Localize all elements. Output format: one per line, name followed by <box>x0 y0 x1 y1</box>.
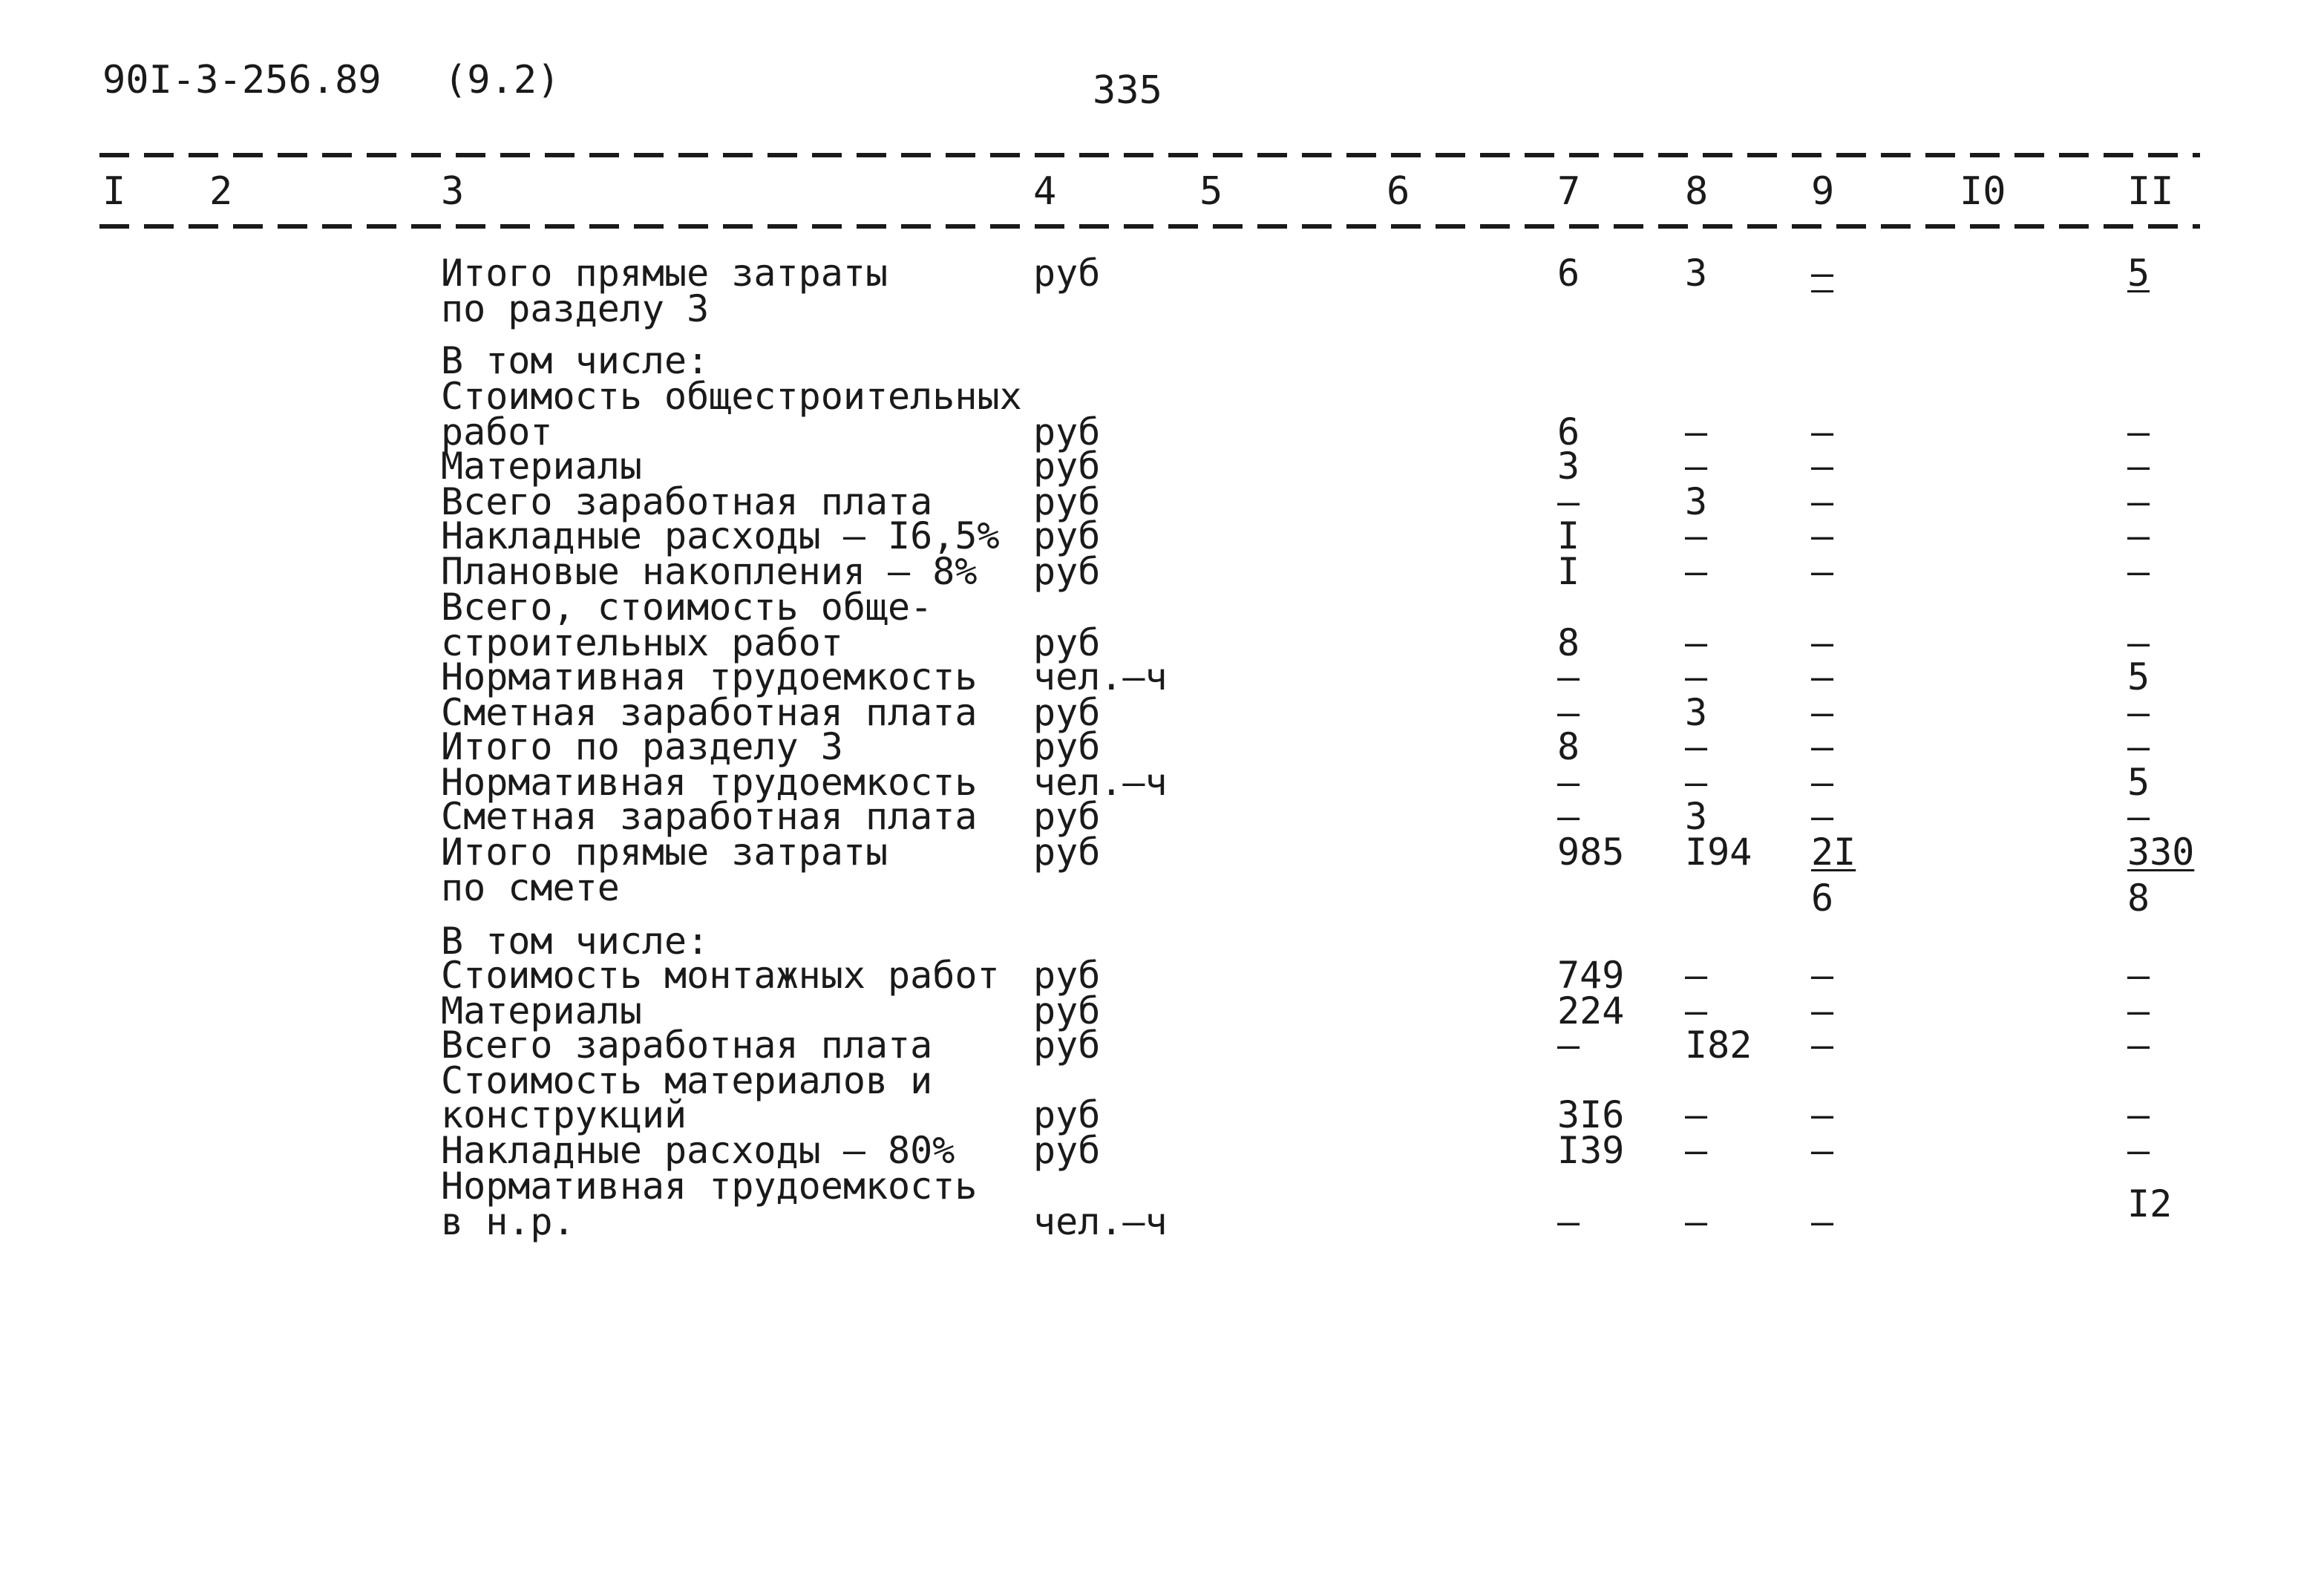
cell-col9: – <box>1811 989 1834 1032</box>
cell-col7: 3I6 <box>1557 1093 1625 1136</box>
row-label: Итого прямые затраты <box>441 831 888 874</box>
row-label: Всего заработная плата <box>441 480 933 523</box>
table-row <box>0 514 2324 557</box>
row-label: по разделу 3 <box>441 287 710 330</box>
cell-col11: – <box>2127 725 2150 768</box>
header-rule-top <box>99 153 2200 157</box>
cell-col7: – <box>1557 691 1580 734</box>
row-unit: руб <box>1033 550 1101 593</box>
table-row <box>0 445 2324 488</box>
cell-col7: 224 <box>1557 989 1625 1032</box>
cell-col8: – <box>1685 621 1708 664</box>
cell-col8: – <box>1685 725 1708 768</box>
cell-col8: – <box>1685 954 1708 997</box>
cell-col8: – <box>1685 1200 1708 1243</box>
row-unit: руб <box>1033 252 1101 295</box>
cell-col11: – <box>2127 410 2150 454</box>
cell-col9: – <box>1811 252 1834 295</box>
cell-col8: – <box>1685 1093 1708 1136</box>
column-number: 5 <box>1199 169 1223 214</box>
table-row <box>0 920 2324 963</box>
cell-col9: – <box>1811 1200 1834 1243</box>
row-unit: руб <box>1033 795 1101 838</box>
row-unit: руб <box>1033 691 1101 734</box>
cell-col7: – <box>1557 761 1580 804</box>
cell-col9: – <box>1811 795 1834 838</box>
row-label: В том числе: <box>441 339 710 382</box>
cell-col11: – <box>2127 989 2150 1032</box>
row-unit: чел.–ч <box>1033 1200 1168 1243</box>
table-row <box>0 655 2324 698</box>
row-label: Всего заработная плата <box>441 1024 933 1067</box>
cell-col11: – <box>2127 691 2150 734</box>
cell-col7: I <box>1557 514 1580 557</box>
row-unit: руб <box>1033 621 1101 664</box>
column-number: 8 <box>1685 169 1709 214</box>
cell-col8: – <box>1685 989 1708 1032</box>
table-row <box>0 954 2324 997</box>
cell-col7: 8 <box>1557 621 1580 664</box>
cell-col8: – <box>1685 550 1708 593</box>
table-row <box>0 831 2324 874</box>
cell-col9: – <box>1811 1093 1834 1136</box>
cell-col8: I82 <box>1685 1024 1752 1067</box>
cell-col9: 6 <box>1811 877 1834 920</box>
cell-col8: – <box>1685 1129 1708 1172</box>
cell-col11: 5 <box>2127 761 2150 804</box>
cell-col7: 3 <box>1557 445 1580 488</box>
row-unit: руб <box>1033 1093 1101 1136</box>
cell-col11: – <box>2127 954 2150 997</box>
cell-col11: 330 <box>2127 831 2195 874</box>
cell-col7: I <box>1557 550 1580 593</box>
cell-col9: – <box>1811 954 1834 997</box>
cell-col8: – <box>1685 514 1708 557</box>
table-row <box>0 550 2324 593</box>
row-unit: руб <box>1033 514 1101 557</box>
table-row <box>0 480 2324 523</box>
cell-col8: – <box>1685 410 1708 454</box>
row-label: Материалы <box>441 445 642 488</box>
cell-col9: – <box>1811 1024 1834 1067</box>
cell-col7: 8 <box>1557 725 1580 768</box>
table-row <box>0 1129 2324 1172</box>
row-label: Итого прямые затраты <box>441 252 888 295</box>
cell-col9: – <box>1811 410 1834 454</box>
column-number: 7 <box>1557 169 1581 214</box>
cell-col11: – <box>2127 514 2150 557</box>
row-unit: руб <box>1033 954 1101 997</box>
row-unit: руб <box>1033 831 1101 874</box>
cell-col8: 3 <box>1685 691 1708 734</box>
page-number: 335 <box>1093 68 1162 113</box>
cell-col9: – <box>1811 761 1834 804</box>
row-label: Материалы <box>441 989 642 1032</box>
table-row <box>0 1024 2324 1067</box>
table-row <box>0 1165 2324 1208</box>
row-label: Стоимость общестроительных <box>441 375 1022 418</box>
cell-col11: – <box>2127 621 2150 664</box>
cell-col9: – <box>1811 691 1834 734</box>
column-number: 4 <box>1033 169 1057 214</box>
row-label: по смете <box>441 866 620 909</box>
cell-col7: – <box>1557 1024 1580 1067</box>
row-unit: руб <box>1033 725 1101 768</box>
column-number: 9 <box>1811 169 1835 214</box>
table-row <box>0 725 2324 768</box>
table-row <box>0 1059 2324 1102</box>
cell-col8: I94 <box>1685 831 1752 874</box>
cell-col7: 985 <box>1557 831 1625 874</box>
column-number: I <box>102 169 126 214</box>
cell-col7: 6 <box>1557 252 1580 295</box>
cell-col7: I39 <box>1557 1129 1625 1172</box>
cell-col7: – <box>1557 655 1580 698</box>
row-label: Плановые накопления – 8% <box>441 550 978 593</box>
cell-col11: 5 <box>2127 655 2150 698</box>
column-number: I0 <box>1960 169 2006 214</box>
table-row <box>0 761 2324 804</box>
row-unit: чел.–ч <box>1033 761 1168 804</box>
table-row <box>0 691 2324 734</box>
cell-col11: 5 <box>2127 252 2150 295</box>
table-row <box>0 252 2324 295</box>
cell-col9: – <box>1811 655 1834 698</box>
table-row <box>0 1093 2324 1136</box>
row-unit: руб <box>1033 410 1101 454</box>
cell-col9: 2I <box>1811 831 1856 874</box>
row-unit: руб <box>1033 480 1101 523</box>
cell-col8: 3 <box>1685 480 1708 523</box>
row-label: Сметная заработная плата <box>441 795 978 838</box>
row-label: Стоимость монтажных работ <box>441 954 1000 997</box>
cell-col7: 749 <box>1557 954 1625 997</box>
cell-col8: 3 <box>1685 795 1708 838</box>
cell-col11: – <box>2127 795 2150 838</box>
row-label: Сметная заработная плата <box>441 691 978 734</box>
cell-col11: – <box>2127 1129 2150 1172</box>
row-label: строительных работ <box>441 621 843 664</box>
row-unit: чел.–ч <box>1033 655 1168 698</box>
table-row <box>0 586 2324 629</box>
row-unit: руб <box>1033 989 1101 1032</box>
cell-col11: – <box>2127 480 2150 523</box>
row-label: Стоимость материалов и <box>441 1059 933 1102</box>
cell-col9: – <box>1811 480 1834 523</box>
cell-col8: – <box>1685 655 1708 698</box>
table-row <box>0 375 2324 418</box>
row-label: Накладные расходы – I6,5% <box>441 514 1000 557</box>
document-code: 90I-3-256.89 <box>102 58 382 102</box>
cell-col9: – <box>1811 514 1834 557</box>
cell-col9: – <box>1811 445 1834 488</box>
cell-col11: – <box>2127 445 2150 488</box>
row-label: конструкций <box>441 1093 687 1136</box>
section-number: (9.2) <box>444 58 560 102</box>
cell-col9: – <box>1811 550 1834 593</box>
table-row <box>0 989 2324 1032</box>
cell-col11: – <box>2127 1024 2150 1067</box>
row-unit: руб <box>1033 445 1101 488</box>
column-number: 6 <box>1387 169 1410 214</box>
cell-col9: – <box>1811 1129 1834 1172</box>
row-unit: руб <box>1033 1129 1101 1172</box>
cell-col11: I2 <box>2127 1182 2173 1225</box>
row-label: Нормативная трудоемкость <box>441 1165 978 1208</box>
row-label: Нормативная трудоемкость <box>441 655 978 698</box>
cell-col7: – <box>1557 1200 1580 1243</box>
cell-col11: – <box>2127 1093 2150 1136</box>
table-row <box>0 795 2324 838</box>
row-label: Нормативная трудоемкость <box>441 761 978 804</box>
table-row <box>0 410 2324 454</box>
row-label: Итого по разделу 3 <box>441 725 843 768</box>
table-row <box>0 287 2324 330</box>
cell-col7: – <box>1557 795 1580 838</box>
row-label: в н.р. <box>441 1200 575 1243</box>
cell-col8: – <box>1685 445 1708 488</box>
table-row <box>0 339 2324 382</box>
cell-col7: – <box>1557 480 1580 523</box>
cell-col8: 3 <box>1685 252 1708 295</box>
cell-col9: – <box>1811 621 1834 664</box>
row-label: работ <box>441 410 553 454</box>
cell-col7: 6 <box>1557 410 1580 454</box>
cell-col9: – <box>1811 725 1834 768</box>
row-label: Накладные расходы – 80% <box>441 1129 955 1172</box>
column-number: 2 <box>209 169 233 214</box>
row-label: Всего, стоимость обще- <box>441 586 933 629</box>
row-unit: руб <box>1033 1024 1101 1067</box>
column-number: 3 <box>441 169 465 214</box>
cell-col11: – <box>2127 550 2150 593</box>
table-row <box>0 866 2324 920</box>
cell-col11: 8 <box>2127 877 2150 920</box>
header-rule-bottom <box>99 224 2200 229</box>
cell-col8: – <box>1685 761 1708 804</box>
row-label: В том числе: <box>441 920 710 963</box>
column-number: II <box>2127 169 2174 214</box>
